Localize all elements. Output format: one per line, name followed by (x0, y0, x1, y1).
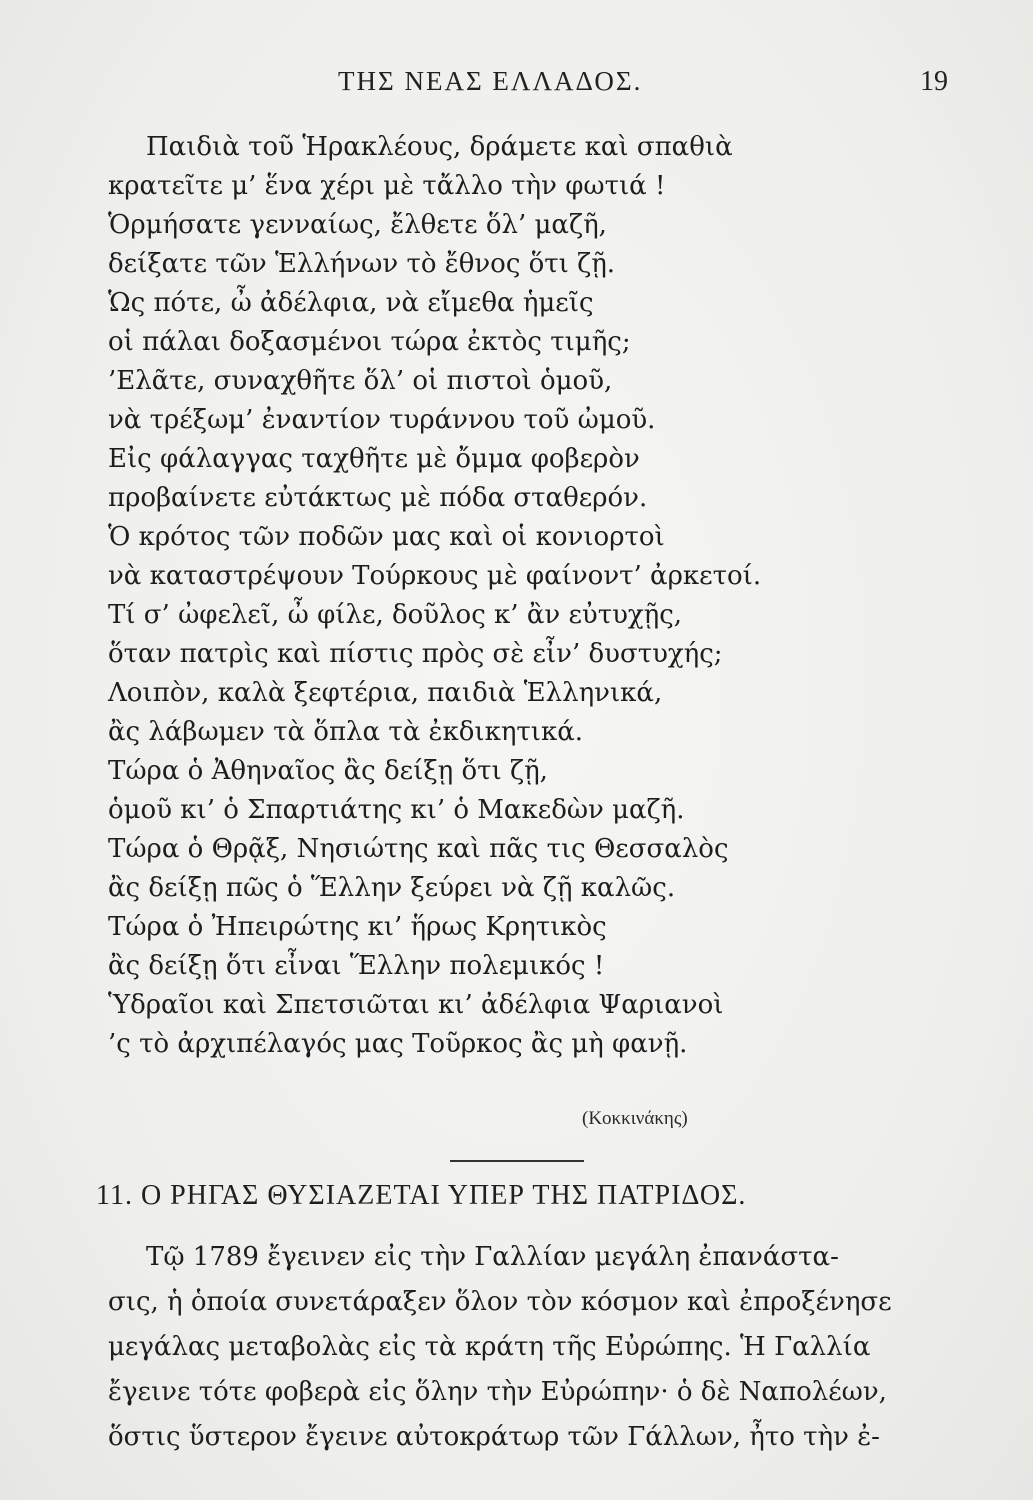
poem-line: ὁμοῦ κι’ ὁ Σπαρτιάτης κι’ ὁ Μακεδὼν μαζῆ. (108, 795, 685, 825)
paragraph-line: Τῷ 1789 ἔγεινεν εἰς τὴν Γαλλίαν μεγάλη ἐπανάστα- (146, 1242, 839, 1272)
poem-line: Παιδιὰ τοῦ Ἡρακλέους, δράμετε καὶ σπαθιὰ (146, 132, 733, 162)
poem-line: ἂς δείξῃ ὅτι εἶναι Ἕλλην πολεμικός ! (108, 951, 605, 981)
poem-line: Λοιπὸν, καλὰ ξεφτέρια, παιδιὰ Ἑλληνικά, (108, 678, 663, 708)
poem-line: ἂς λάβωμεν τὰ ὅπλα τὰ ἐκδικητικά. (108, 717, 584, 747)
poem-line: Τώρα ὁ Ἠπειρώτης κι’ ἥρως Κρητικὸς (108, 912, 607, 942)
poem-line: νὰ τρέξωμ’ ἐναντίον τυράννου τοῦ ὠμοῦ. (108, 405, 656, 435)
poem-line: δείξατε τῶν Ἑλλήνων τὸ ἔθνος ὅτι ζῇ. (108, 249, 616, 279)
poem-line: Εἰς φάλαγγας ταχθῆτε μὲ ὄμμα φοβερὸν (108, 444, 640, 474)
poem-line: ’ς τὸ ἀρχιπέλαγός μας Τοῦρκος ἂς μὴ φανῇ. (108, 1029, 688, 1059)
paragraph-line: μεγάλας μεταβολὰς εἰς τὰ κράτη τῆς Εὐρώπης. Ἡ Γαλλία (108, 1332, 871, 1362)
poem-line: Τώρα ὁ Θρᾷξ, Νησιώτης καὶ πᾶς τις Θεσσαλὸς (108, 834, 729, 864)
paragraph-line: ἔγεινε τότε φοβερὰ εἰς ὅλην τὴν Εὐρώπην· ὁ δὲ Ναπολέων, (108, 1377, 887, 1407)
poem-line: κρατεῖτε μ’ ἕνα χέρι μὲ τἄλλο τὴν φωτιά ! (108, 171, 666, 201)
poem-line: ὅταν πατρὶς καὶ πίστις πρὸς σὲ εἶν’ δυστυχής; (108, 639, 723, 669)
poem-line: προβαίνετε εὐτάκτως μὲ πόδα σταθερόν. (108, 483, 648, 513)
poem-line: Ὁρμήσατε γενναίως, ἔλθετε ὅλ’ μαζῆ, (108, 210, 607, 240)
paragraph-line: σις, ἡ ὁποία συνετάραξεν ὅλον τὸν κόσμον καὶ ἐπροξένησε (108, 1287, 892, 1317)
poem-line: Τί σ’ ὠφελεῖ, ὦ φίλε, δοῦλος κ’ ἂν εὐτυχῇς, (108, 600, 683, 630)
poem-line: Τώρα ὁ Ἀθηναῖος ἂς δείξῃ ὅτι ζῇ, (108, 756, 548, 786)
poem-attribution: (Κοκκινάκης) (582, 1108, 688, 1129)
poem-line: Ὁ κρότος τῶν ποδῶν μας καὶ οἱ κονιορτοὶ (108, 522, 665, 552)
paragraph-line: ὅστις ὕστερον ἔγεινε αὐτοκράτωρ τῶν Γάλλων, ἦτο τὴν ἐ- (108, 1422, 880, 1452)
section-heading: 11. Ο ΡΗΓΑΣ ΘΥΣΙΑΖΕΤΑΙ ΥΠΕΡ ΤΗΣ ΠΑΤΡΙΔΟΣ. (96, 1180, 747, 1211)
poem (0, 130, 1033, 1120)
running-head: ΤΗΣ ΝΕΑΣ ΕΛΛΑΔΟΣ. (338, 66, 643, 96)
poem-line: ἂς δείξῃ πῶς ὁ Ἕλλην ξεύρει νὰ ζῇ καλῶς. (108, 873, 676, 903)
poem-line: Ὑδραῖοι καὶ Σπετσιῶται κι’ ἀδέλφια Ψαριανοὶ (108, 990, 724, 1020)
poem-line: ’Ελᾶτε, συναχθῆτε ὅλ’ οἱ πιστοὶ ὁμοῦ, (108, 366, 613, 396)
section-divider (450, 1160, 584, 1162)
poem-line: Ὡς πότε, ὦ ἀδέλφια, νὰ εἴμεθα ἡμεῖς (108, 288, 594, 318)
poem-line: οἱ πάλαι δοξασμένοι τώρα ἐκτὸς τιμῆς; (108, 327, 631, 357)
page-number: 19 (920, 66, 948, 97)
poem-line: νὰ καταστρέψουν Τούρκους μὲ φαίνοντ’ ἀρκετοί. (108, 561, 762, 591)
